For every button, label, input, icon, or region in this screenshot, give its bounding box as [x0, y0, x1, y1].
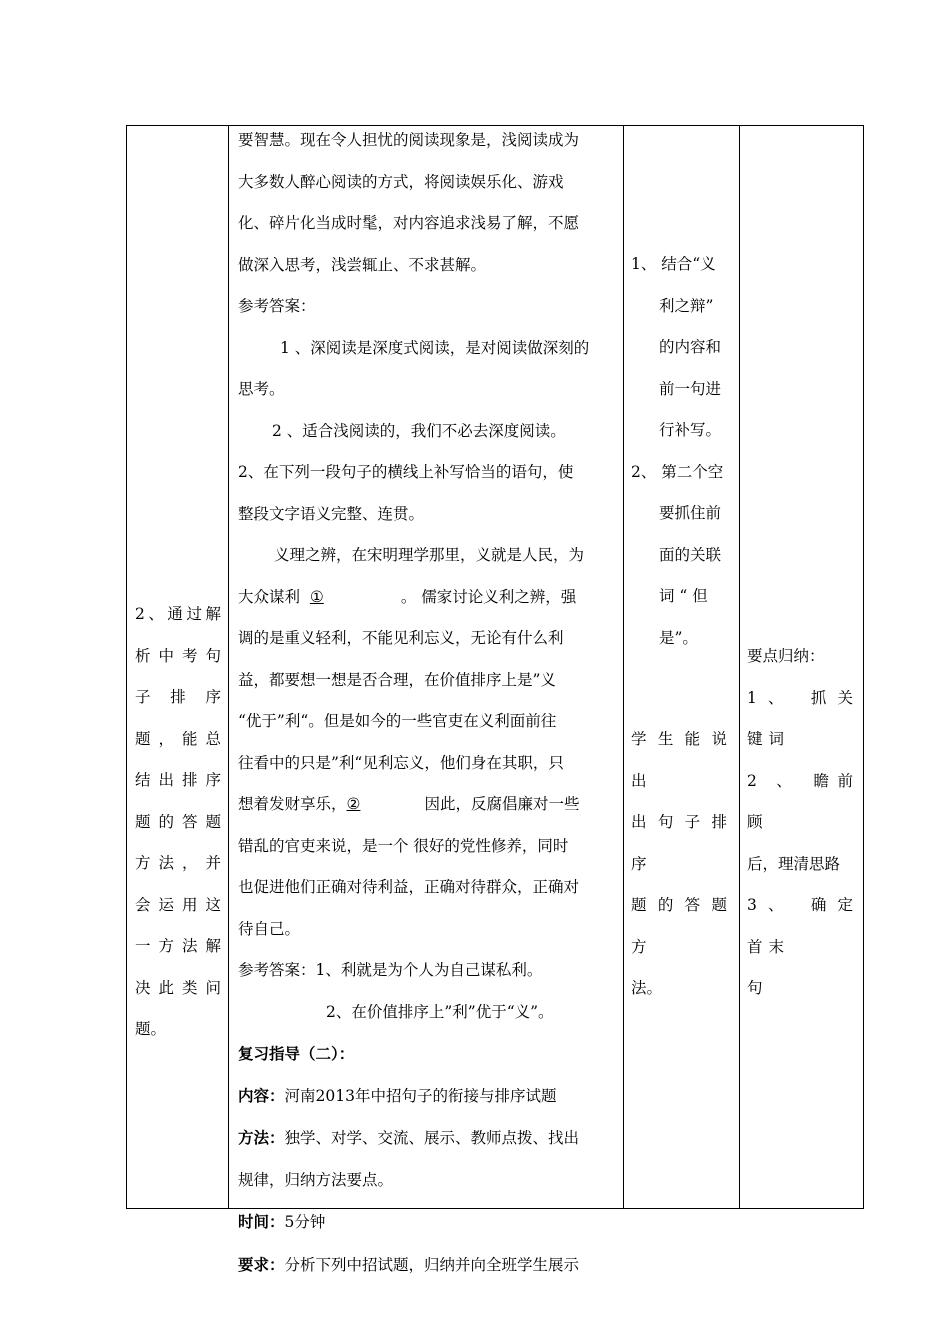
content-line — [238, 1075, 616, 1118]
content-label: 内容： — [238, 1085, 285, 1105]
objective-line: 题的答题 — [135, 812, 221, 831]
passage-line: 调的是重义轻利，不能见利忘义，无论有什么利 — [238, 629, 564, 647]
passage-line: 益，都要想一想是否合理，在价值排序上是”义 — [238, 670, 556, 689]
answer-line: 2、在价值排序上”利”优于“义”。 — [326, 1002, 554, 1021]
passage-fragment: 大众谋利 — [238, 587, 301, 606]
objective-line: 析中考句 — [135, 646, 221, 665]
content-value: 河南2013年中招句子的衔接与排序试题 — [284, 1086, 557, 1105]
passage-line-blank1 — [238, 577, 616, 619]
activity-line: 利之辩” — [659, 296, 714, 315]
method-value: 独学、对学、交流、展示、教师点拨、找出 — [284, 1129, 580, 1147]
method-value-cont: 规律，归纳方法要点。 — [238, 1170, 394, 1189]
activity-note — [631, 719, 733, 1010]
time-value: 5分钟 — [284, 1213, 326, 1231]
summary-item: 句 — [747, 979, 763, 997]
note-line: 学生能说出 — [631, 730, 733, 790]
answer-line: 思考。 — [238, 380, 285, 398]
passage-line: 往看中的只是”利“见利忘义，他们身在其职，只 — [238, 753, 564, 772]
time-label: 时间： — [238, 1212, 285, 1231]
objective-line: 题。 — [135, 1020, 167, 1038]
answer-line: 1 、深阅读是深度式阅读，是对阅读做深刻的 — [280, 338, 590, 357]
fill-blank-2: ② — [346, 795, 361, 813]
question-line: 整段文字语义完整、连贯。 — [238, 504, 425, 523]
passage-line: 化、碎片化当成时髦，对内容追求浅易了解，不愿 — [238, 214, 580, 232]
objective-line: 结出排序 — [135, 771, 221, 789]
activity-line: 要抓住前 — [659, 504, 722, 522]
method-label: 方法： — [238, 1128, 285, 1147]
activity-line: 2、 第二个空 — [631, 462, 724, 481]
activity-line: 1、 结合“义 — [631, 255, 716, 273]
fill-blank-1: ① — [309, 587, 324, 606]
passage-line: “优于”利“。但是如今的一些官吏在义利面前往 — [238, 712, 557, 730]
objective-column — [127, 126, 228, 1208]
activity-line: 面的关联 — [659, 545, 722, 564]
summary-item: 2 、 瞻前顾 — [747, 771, 859, 831]
summary-item: 后，理清思路 — [747, 854, 841, 873]
summary-column — [739, 126, 863, 1208]
objective-line: 题，能总 — [135, 729, 221, 748]
note-line: 法。 — [631, 979, 663, 997]
activity-line: 前一句进 — [659, 379, 722, 398]
passage-line: 也促进他们正确对待利益，正确对待群众，正确对 — [238, 878, 580, 896]
activity-column — [623, 126, 739, 1208]
summary-text — [747, 636, 859, 1010]
objective-line: 一方法解 — [135, 937, 221, 955]
question-line: 2、在下列一段句子的横线上补写恰当的语句，使 — [238, 463, 574, 481]
objective-line: 子 排 序 — [135, 688, 221, 706]
summary-item: 1、 抓关键词 — [747, 688, 859, 748]
objective-line: 决此类问 — [135, 978, 221, 997]
activity-line: 的内容和 — [659, 338, 722, 356]
activity-items — [631, 244, 733, 659]
passage-line: 做深入思考，浅尝辄止、不求甚解。 — [238, 255, 487, 274]
note-line: 题的答题方 — [631, 896, 733, 956]
answer-line: 参考答案：1、利就是为个人为自己谋私利。 — [238, 961, 543, 979]
passage-line: 要智慧。现在令人担忧的阅读现象是，浅阅读成为 — [238, 131, 580, 149]
passage-line: 大多数人醉心阅读的方式，将阅读娱乐化、游戏 — [238, 172, 564, 191]
method-line — [238, 1117, 616, 1160]
objective-line: 2、通过解 — [135, 605, 221, 623]
passage-fragment: 想着发财享乐， — [238, 795, 347, 813]
passage-fragment: 。 儒家讨论义利之辨，强 — [400, 587, 577, 606]
activity-line: 是”。 — [659, 628, 698, 647]
time-line — [238, 1201, 616, 1244]
passage-line-blank2 — [238, 784, 616, 826]
summary-item: 3、 确定首末 — [747, 896, 859, 956]
activity-line: 词 “ 但 — [659, 587, 708, 605]
passage-line: 待自己。 — [238, 919, 301, 938]
objective-line: 方法，并 — [135, 854, 221, 872]
section-heading: 复习指导（二）： — [238, 1044, 355, 1063]
answer-label: 参考答案： — [238, 297, 316, 315]
objective-line: 会运用这 — [135, 895, 221, 914]
note-line: 出句子排序 — [631, 813, 733, 873]
requirement-value: 分析下列中招试题，归纳并向全班学生展示 — [284, 1255, 580, 1274]
summary-title: 要点归纳： — [747, 647, 825, 665]
requirement-line — [238, 1244, 616, 1287]
passage-line: 义理之辨，在宋明理学那里，义就是人民，为 — [274, 546, 585, 564]
activity-line: 行补写。 — [659, 421, 722, 439]
passage-line: 错乱的官吏来说，是一个 很好的党性修养，同时 — [238, 836, 569, 855]
content-text — [238, 120, 616, 1286]
objective-text — [135, 594, 221, 1051]
content-column — [228, 126, 623, 1274]
answer-line: 2 、适合浅阅读的，我们不必去深度阅读。 — [272, 421, 566, 440]
passage-fragment: 因此，反腐倡廉对一些 — [424, 795, 580, 813]
lesson-table — [126, 125, 864, 1274]
requirement-label: 要求： — [238, 1254, 285, 1274]
